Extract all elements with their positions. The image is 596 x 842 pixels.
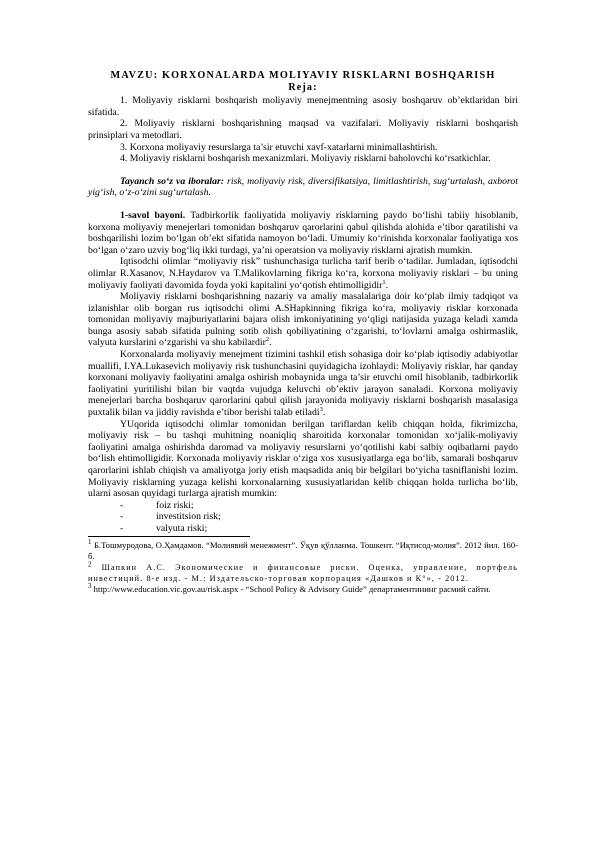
section1-p4-text: Korxonalarda moliyaviy menejment tizimini tashkil etish sohasiga doir ko‘plab iqtisodiy adabiyotlar muallifi, I.YA.Lukasevich moliyaviy risk tushunchasini quyidagicha izohlaydi: Moliyaviy risklar, har qanday korxonani moliyaviy faoliyatini amalga oshirish mobaynida unga ta’sir etuvchi omil hisoblanib, tadbirkorlik faoliyatini yuritilishi bilan bir vaqtda vujudga keluvchi ob’ektiv jarayon sanaladi. Korxona moliyaviy menejerlari barcha boshqaruv qarorlarini qabul qilish jarayonida moliyaviy risklarni boshqarish masalasiga puxtalik bilan va jiddiy ravishda e’tibor berishi talab etiladi <box>88 349 518 419</box>
list-item-text: valyuta riski; <box>156 522 208 534</box>
section1-p4-end: . <box>322 407 326 419</box>
section1-paragraph-4 <box>88 349 518 419</box>
list-item <box>88 500 518 512</box>
keywords-text: risk, moliyaviy risk, diversifikatsiya, limitlashtirish, sug‘urtalash, axborot yig‘ish, o‘z-o‘zini sug‘urtalash. <box>88 175 518 199</box>
keywords-paragraph <box>88 176 518 199</box>
list-dash: - <box>120 511 124 523</box>
list-item-text: foiz riski; <box>156 499 194 511</box>
document-page <box>88 70 518 595</box>
footnote-text: http://www.education.vic.gov.au/risk.aspx - “School Policy & Advisory Guide” департаментининг расмий сайти. <box>91 583 491 594</box>
footnote-2 <box>88 559 518 584</box>
section1-paragraph-5: YUqorida iqtisodchi olimlar tomonidan berilgan tariflardan kelib chiqqan holda, fikrimizcha, moliyaviy risk – bu tashqi muhitning noaniqliq sharoitida korxonalar tomonidan xo‘jalik-moliyaviy faoliyatini amalga oshirishda daromad va moliyaviy resurslarni yo‘qotilishi kabi salbiy oqibatlarni paydo bo‘lish ehtimolligidir. Korxonada moliyaviy risklar o‘ziga xos xususiyatlarga ega bo‘lib, samarali boshqaruv qarorlarini ishlab chiqish va amaliyotga joriy etish maqsadida aniq bir belgilari bo‘yicha tasniflanishi lozim. Moliyaviy risklarning yuzaga kelishi korxonalarning xususiyatlaridan kelib chiqqan holda turlicha bo‘lib, ularni asosan quyidagi turlarga ajratish mumkin: <box>88 418 518 500</box>
list-item <box>88 511 518 523</box>
footnote-text: Шапкин А.С. Экономические и финансовые риски. Оценка, управление, портфель инвестиций. 8-е изд. - М.: Издательско-торговая корпорация «Дашков и К°», - 2012. <box>88 562 518 583</box>
section1-p3-end: . <box>269 337 272 349</box>
list-dash: - <box>120 522 124 534</box>
footnote-ref-1[interactable]: 1 <box>382 278 386 286</box>
section1-paragraph-2 <box>88 256 518 291</box>
list-item <box>88 523 518 535</box>
plan-item-1: 1. Moliyaviy risklarni boshqarish moliyaviy menejmentning asosiy boshqaruv ob’ektlaridan biri sifatida. <box>88 95 518 118</box>
plan-item-3: 3. Korxona moliyaviy resurslarga ta’sir etuvchi xavf-xatarlarni minimallashtirish. <box>120 141 438 153</box>
spacer <box>88 165 518 176</box>
footnote-number: 3 <box>88 581 92 590</box>
footnote-number: 1 <box>88 537 92 546</box>
footnote-ref-2[interactable]: 2 <box>265 336 270 344</box>
plan-item-2: 2. Moliyaviy risklarni boshqarishning maqsad va vazifalari. Moliyaviy risklarni boshqarish prinsiplari va metodlari. <box>88 118 518 141</box>
section1-p2-end: . <box>385 279 389 291</box>
plan-heading: Reja: <box>288 81 318 93</box>
footnote-divider <box>88 536 250 537</box>
section1-p3-text: Moliyaviy risklarni boshqarishning nazariy va amaliy masalalariga doir ko‘plab ilmiy tadqiqot va izlanishlar olib borgan rus iqtisodchi olimi A.SHapkinning fikriga ko‘ra, moliyaviy risklar korxonada tomonidan moliyaviy majburiyatlarini bajara olish imkoniyatining yo‘qligi natijasida yuzaga keladi xamda bunga asosiy sabab sifatida pulning sotib olish qobiliyatining o‘zgarishi, to‘lovlarni amalga oshirmaslik, valyuta kurslarini o‘zgarishi va shu kabilardir <box>88 291 518 349</box>
plan-item-4: 4. Moliyaviy risklarni boshqarish mexanizmlari. Moliyaviy risklarni baholovchi ko‘rsatkichlar. <box>120 153 491 165</box>
footnote-1 <box>88 537 518 562</box>
footnote-text: Б.Тошмуродова, О.Ҳамдамов. “Молиявий менежмент”. Ўқув қўлланма. Тошкент. “Иқтисод-молия”. 2012 йил. 160-б. <box>88 539 518 561</box>
footnote-number: 2 <box>88 559 93 568</box>
spacer <box>88 199 518 210</box>
section1-p2-text: Iqtisodchi olimlar “moliyaviy risk” tushunchasiga turlicha tarif berib o‘tadilar. Jumladan, iqtisodchi olimlar R.Xasanov, N.Haydarov va T.Malikovlarning fikriga ko‘ra, korxona moliyaviy risklari – bu uning moliyaviy faoliyati davomida foyda yoki kapitalini yo‘qotish ehtimolligidir <box>88 256 518 291</box>
keywords-label: Tayanch so‘z va iboralar: <box>120 175 225 187</box>
footnote-3 <box>88 581 518 595</box>
list-dash: - <box>120 499 124 511</box>
document-title: MAVZU: KORXONALARDA MOLIYAVIY RISKLARNI BOSHQARISH <box>110 70 496 81</box>
section1-p1-text: Tadbirkorlik faoliyatida moliyaviy risklarning paydo bo‘lishi tabiiy hisoblanib, korxona moliyaviy menejerlari tomonidan boshqaruv qarorlarini qabul qilishda alohida e’tibor qaratilishi va boshqarilishi lozim bo‘lgan ob’ekt sifatida namoyon bo‘ladi. Umumiy ko‘rinishda korxonalar faoliyatiga xos bo‘lgan o‘zaro uzviy bog‘liq ikki turdagi, ya’ni operatsion va moliyaviy risklarni ajratish mumkin. <box>88 209 519 256</box>
section1-paragraph-3 <box>88 291 518 349</box>
section1-label: 1-savol bayoni. <box>120 209 186 221</box>
section1-paragraph-1 <box>88 210 518 256</box>
footnote-ref-3[interactable]: 3 <box>319 405 323 413</box>
list-item-text: investitsion risk; <box>156 511 221 523</box>
